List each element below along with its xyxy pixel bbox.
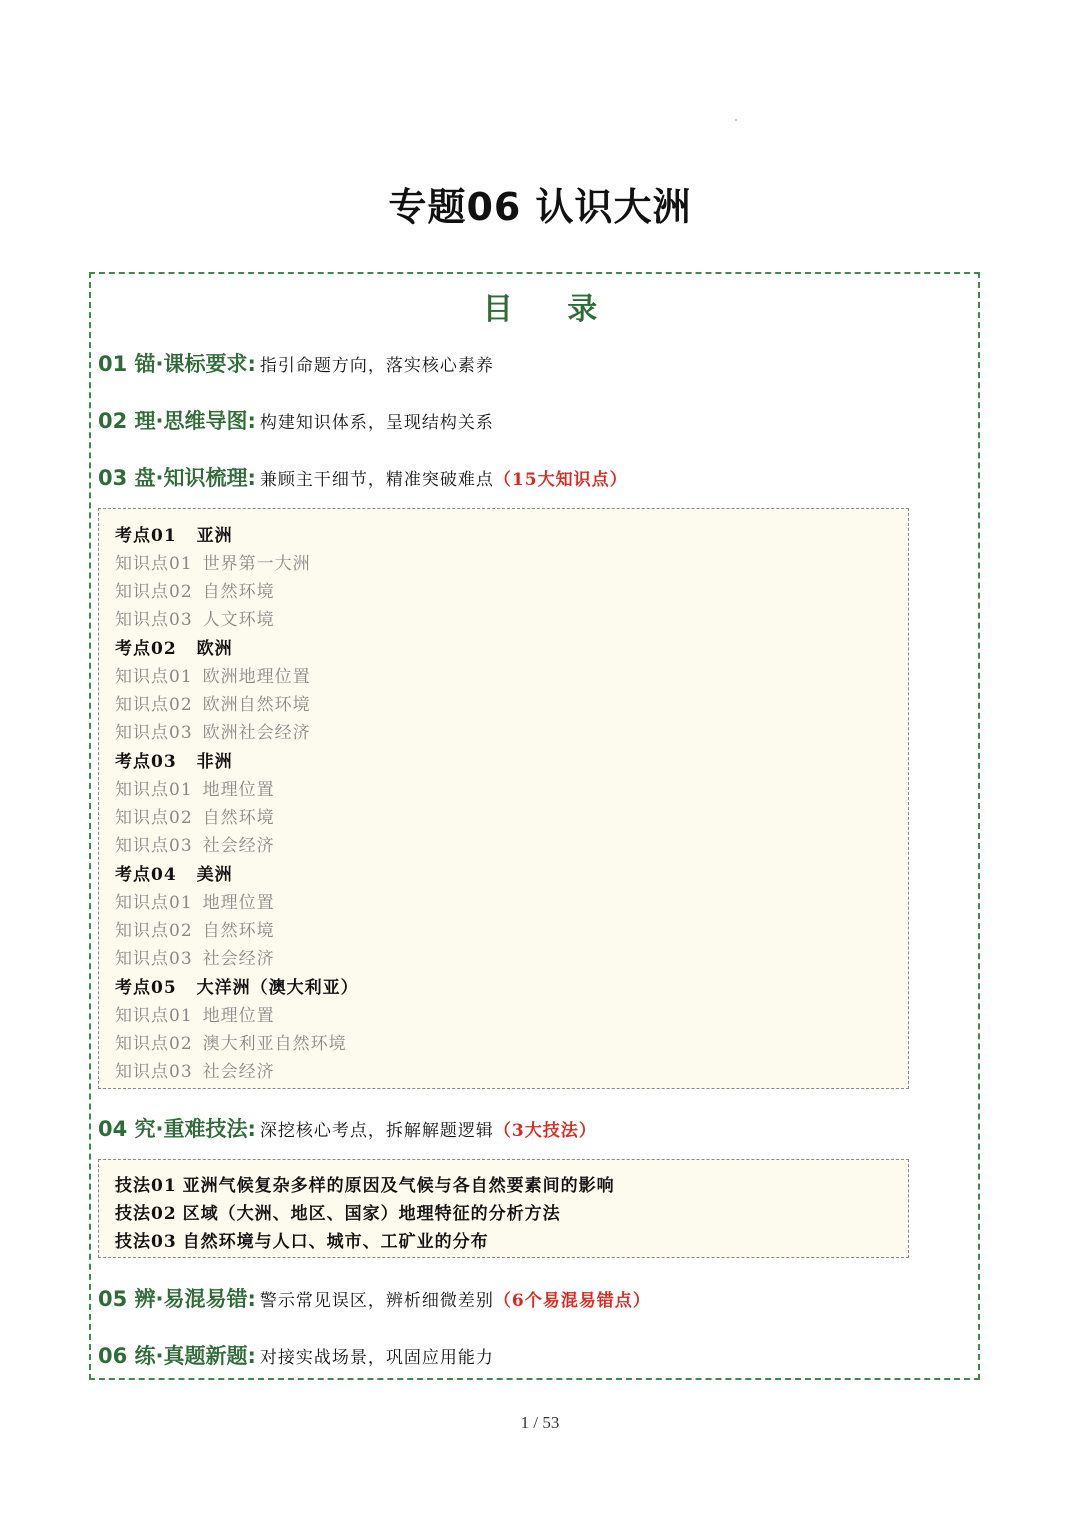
section-description: 警示常见误区，辨析细微差别 <box>259 1291 494 1311</box>
zhishi-item <box>115 803 275 828</box>
kaodian-name: 非洲 <box>196 752 233 772</box>
zhishi-number: 知识点02 <box>115 808 193 828</box>
zhishi-name: 地理位置 <box>202 780 275 800</box>
kaodian-name: 美洲 <box>196 865 233 885</box>
zhishi-number: 知识点01 <box>115 554 193 574</box>
zhishi-name: 社会经济 <box>202 949 275 969</box>
zhishi-name: 自然环境 <box>202 921 275 941</box>
toc-section-02 <box>98 405 494 435</box>
section-count-note: （15大知识点） <box>493 470 628 490</box>
toc-section-03 <box>98 462 628 492</box>
method-name: 区域（大洲、地区、国家）地理特征的分析方法 <box>182 1204 561 1224</box>
section-description: 兼顾主干细节，精准突破难点 <box>259 470 494 490</box>
section-description: 指引命题方向，落实核心素养 <box>259 356 494 376</box>
zhishi-number: 知识点03 <box>115 610 193 630</box>
zhishi-name: 自然环境 <box>202 808 275 828</box>
zhishi-number: 知识点01 <box>115 780 193 800</box>
stray-dot <box>735 119 737 121</box>
zhishi-number: 知识点03 <box>115 949 193 969</box>
zhishi-item <box>115 1057 275 1082</box>
zhishi-number: 知识点02 <box>115 582 193 602</box>
zhishi-item <box>115 944 275 969</box>
section-description: 深挖核心考点，拆解解题逻辑 <box>259 1121 494 1141</box>
zhishi-number: 知识点01 <box>115 893 193 913</box>
kaodian-item <box>115 973 359 998</box>
methods-box <box>98 1159 909 1258</box>
zhishi-name: 地理位置 <box>202 893 275 913</box>
kaodian-number: 考点03 <box>115 752 177 772</box>
zhishi-number: 知识点03 <box>115 836 193 856</box>
zhishi-name: 地理位置 <box>202 1006 275 1026</box>
kaodian-number: 考点02 <box>115 639 177 659</box>
kaodian-item <box>115 634 233 659</box>
zhishi-item <box>115 718 311 743</box>
zhishi-name: 自然环境 <box>202 582 275 602</box>
kaodian-name: 亚洲 <box>196 526 233 546</box>
method-number: 技法02 <box>115 1204 177 1224</box>
zhishi-number: 知识点02 <box>115 1034 193 1054</box>
method-item <box>115 1199 561 1224</box>
zhishi-name: 欧洲地理位置 <box>202 667 311 687</box>
zhishi-item <box>115 831 275 856</box>
method-name: 自然环境与人口、城市、工矿业的分布 <box>182 1232 489 1252</box>
zhishi-item <box>115 577 275 602</box>
zhishi-number: 知识点02 <box>115 921 193 941</box>
kaodian-name: 欧洲 <box>196 639 233 659</box>
toc-section-05 <box>98 1283 651 1313</box>
zhishi-number: 知识点01 <box>115 1006 193 1026</box>
section-heading: 01 锚·课标要求: <box>98 352 256 376</box>
method-number: 技法01 <box>115 1176 177 1196</box>
zhishi-item <box>115 1001 275 1026</box>
zhishi-name: 人文环境 <box>202 610 275 630</box>
zhishi-number: 知识点01 <box>115 667 193 687</box>
zhishi-item <box>115 1029 347 1054</box>
kaodian-item <box>115 860 233 885</box>
zhishi-item <box>115 605 275 630</box>
zhishi-item <box>115 662 311 687</box>
zhishi-number: 知识点02 <box>115 695 193 715</box>
zhishi-name: 社会经济 <box>202 1062 275 1082</box>
section-heading: 03 盘·知识梳理: <box>98 466 256 490</box>
zhishi-item <box>115 916 275 941</box>
toc-section-01 <box>98 348 494 378</box>
zhishi-item <box>115 888 275 913</box>
section-description: 构建知识体系，呈现结构关系 <box>259 413 494 433</box>
section-count-note: （3大技法） <box>493 1121 597 1141</box>
kaodian-number: 考点01 <box>115 526 177 546</box>
zhishi-name: 世界第一大洲 <box>202 554 311 574</box>
zhishi-number: 知识点03 <box>115 1062 193 1082</box>
zhishi-number: 知识点03 <box>115 723 193 743</box>
method-name: 亚洲气候复杂多样的原因及气候与各自然要素间的影响 <box>182 1176 615 1196</box>
method-number: 技法03 <box>115 1232 177 1252</box>
toc-section-04 <box>98 1113 597 1143</box>
kaodian-number: 考点04 <box>115 865 177 885</box>
toc-heading: 目 录 <box>482 292 620 327</box>
section-heading: 05 辨·易混易错: <box>98 1287 256 1311</box>
method-item <box>115 1227 489 1252</box>
section-heading: 04 究·重难技法: <box>98 1117 256 1141</box>
zhishi-item <box>115 690 311 715</box>
zhishi-item <box>115 775 275 800</box>
zhishi-item <box>115 549 311 574</box>
toc-section-06 <box>98 1340 494 1370</box>
zhishi-name: 社会经济 <box>202 836 275 856</box>
knowledge-points-box <box>98 508 909 1089</box>
section-count-note: （6个易混易错点） <box>493 1291 651 1311</box>
kaodian-number: 考点05 <box>115 978 177 998</box>
kaodian-name: 大洋洲（澳大利亚） <box>196 978 359 998</box>
section-description: 对接实战场景，巩固应用能力 <box>259 1348 494 1368</box>
method-item <box>115 1171 615 1196</box>
zhishi-name: 欧洲社会经济 <box>202 723 311 743</box>
zhishi-name: 欧洲自然环境 <box>202 695 311 715</box>
page-number: 1 / 53 <box>520 1413 560 1432</box>
section-heading: 06 练·真题新题: <box>98 1344 256 1368</box>
document-title: 专题06 认识大洲 <box>388 185 692 229</box>
zhishi-name: 澳大利亚自然环境 <box>202 1034 347 1054</box>
kaodian-item <box>115 521 233 546</box>
kaodian-item <box>115 747 233 772</box>
section-heading: 02 理·思维导图: <box>98 409 256 433</box>
